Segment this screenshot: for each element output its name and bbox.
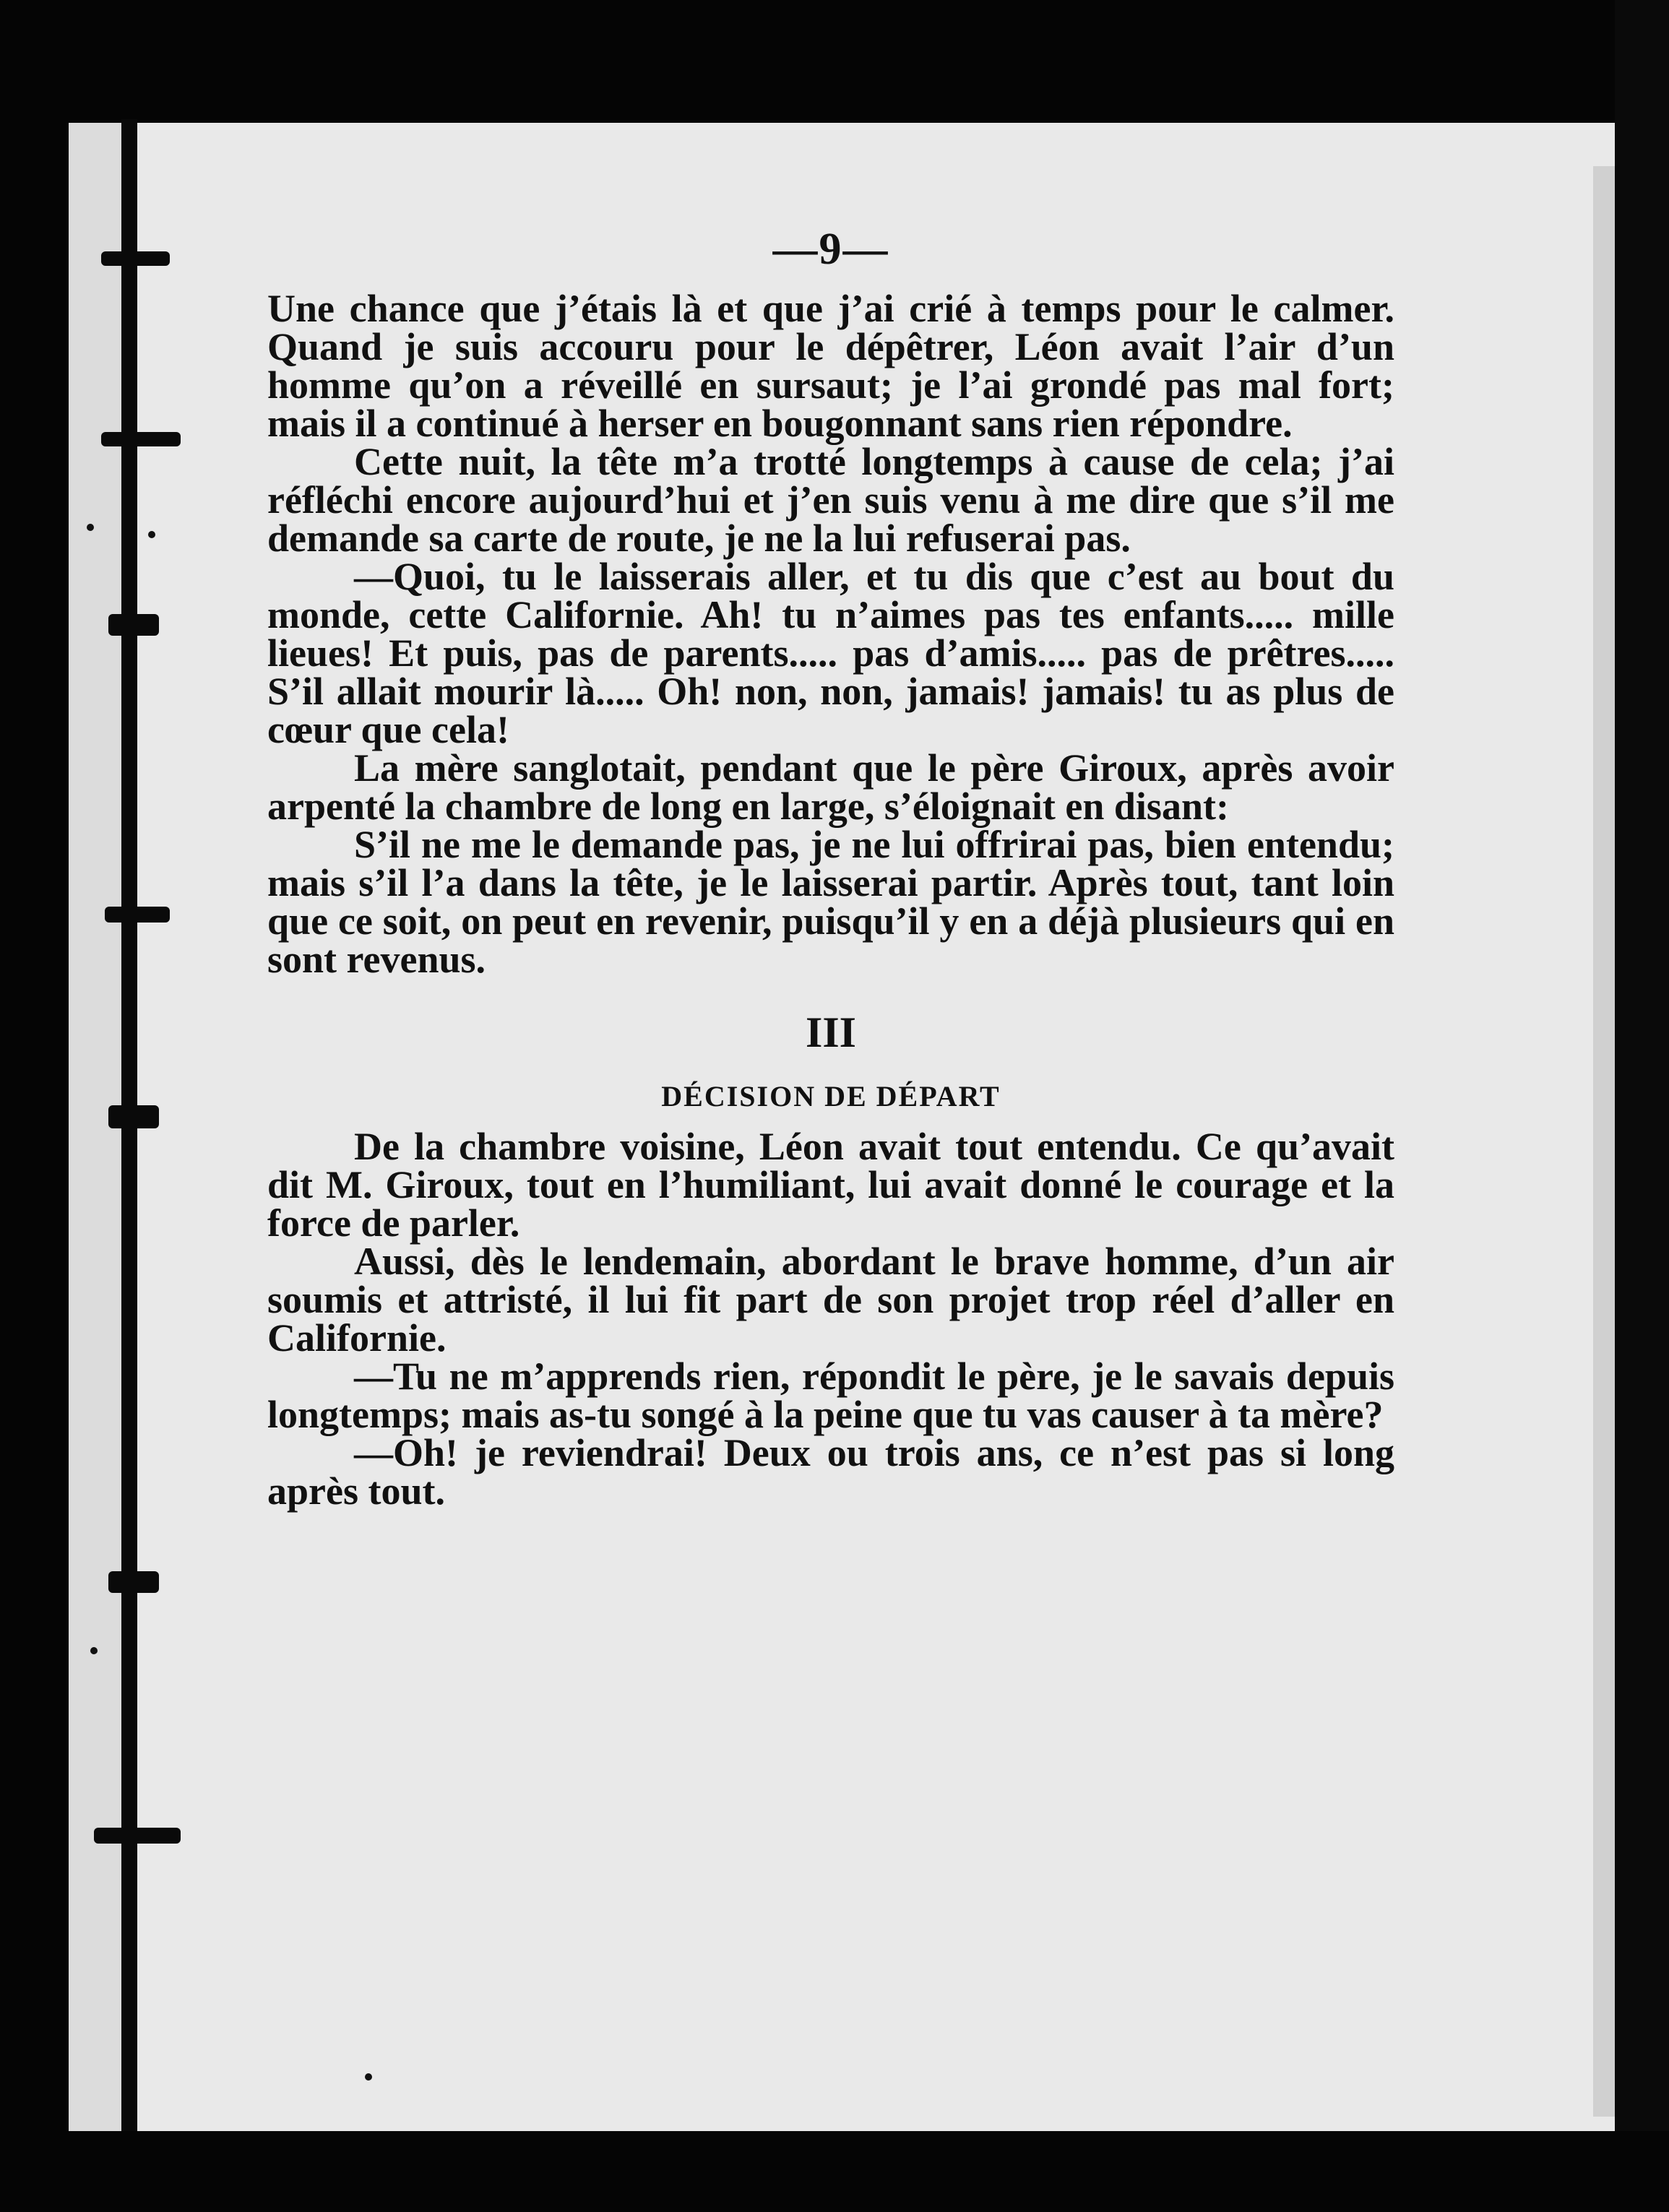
page-number: —9— <box>772 225 889 274</box>
binding-staple <box>108 614 159 636</box>
binding-staple <box>108 1571 159 1593</box>
binding-staple <box>101 432 181 446</box>
paragraph: Une chance que j’étais là et que j’ai crié à temps pour le calmer. Quand je suis accouru pour le dépêtrer, Léon avait l’air d’un homme qu’on a réveillé en sursaut; je l’ai grondé pas mal fort; mais il a continué à herser en bougonnant sans rien répondre. <box>267 287 1394 445</box>
chapter-number: III <box>805 1008 857 1056</box>
paragraph: Aussi, dès le lendemain, abordant le brave homme, d’un air soumis et attristé, il lui fit part de son projet trop réel d’aller en Californie. <box>267 1240 1394 1360</box>
binding-staple <box>94 1828 181 1844</box>
binding-staple <box>101 251 170 266</box>
paragraph: —Quoi, tu le laisserais aller, et tu dis que c’est au bout du monde, cette Californie. Ah! tu n’aimes pas tes enfants..... mille lieues! Et puis, pas de parents..... pas d’amis..... pas de prêtres..... S’il allait mourir là..... Oh! non, non, jamais! jamais! tu as plus de cœur que cela! <box>267 555 1394 751</box>
scan-border-bottom <box>0 2131 1669 2212</box>
scan-border-right <box>1615 0 1669 2212</box>
binding-hole <box>148 531 155 538</box>
paragraph: Cette nuit, la tête m’a trotté longtemps à cause de cela; j’ai réfléchi encore aujourd’hui et j’en suis venu à me dire que s’il me demande sa carte de route, je ne la lui refuserai pas. <box>267 440 1394 560</box>
binding-hole <box>87 524 94 531</box>
binding-staple <box>108 1105 159 1128</box>
binding-hole <box>90 1647 98 1654</box>
binding-hole <box>365 2073 372 2081</box>
chapter-title: DÉCISION DE DÉPART <box>661 1080 1001 1113</box>
paragraph: —Tu ne m’apprends rien, répondit le père, je le savais depuis longtemps; mais as-tu songé à la peine que tu vas causer à ta mère? <box>267 1355 1394 1436</box>
paragraph: —Oh! je reviendrai! Deux ou trois ans, ce n’est pas si long après tout. <box>267 1431 1394 1513</box>
page-edge <box>1593 166 1615 2117</box>
paragraph: La mère sanglotait, pendant que le père Giroux, après avoir arpenté la chambre de long en large, s’éloignait en disant: <box>267 746 1394 828</box>
binding-staple <box>105 907 170 923</box>
page-text <box>267 224 1394 1511</box>
paragraph: S’il ne me le demande pas, je ne lui offrirai pas, bien entendu; mais s’il l’a dans la tête, je le laisserai partir. Après tout, tant loin que ce soit, on peut en revenir, puisqu’il y en a déjà plusieurs qui en sont revenus. <box>267 823 1394 981</box>
paragraph: De la chambre voisine, Léon avait tout entendu. Ce qu’avait dit M. Giroux, tout en l’humiliant, lui avait donné le courage et la force de parler. <box>267 1125 1394 1245</box>
